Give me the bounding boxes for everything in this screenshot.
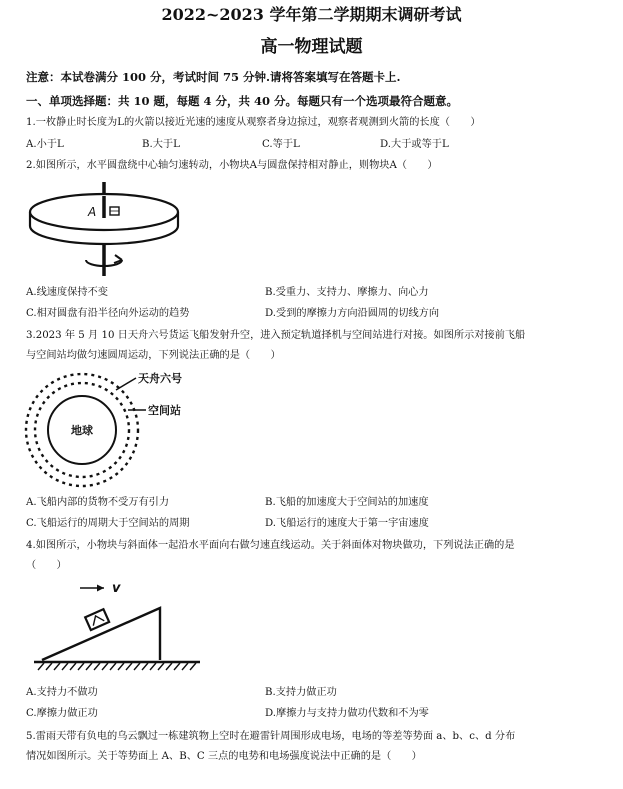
- question-4-stem-line-1: 4.如图所示，小物块与斜面体一起沿水平面向右做匀速直线运动。关于斜面体对物块做功，下列说法正确的是: [26, 540, 515, 551]
- station-label: 空间站: [148, 404, 181, 417]
- incline-figure: [30, 578, 210, 678]
- rotating-disk-figure: [24, 178, 184, 278]
- question-3-option-d: D.飞船运行的速度大于第一宇宙速度: [265, 518, 429, 529]
- question-4-option-a: A.支持力不做功: [26, 687, 98, 698]
- ship-label: 天舟六号: [138, 372, 182, 385]
- question-1-option-c: C.等于L: [262, 139, 300, 150]
- question-3-stem-line-1: 3.2023 年 5 月 10 日天舟六号货运飞船发射升空，进入预定轨道择机与空间站进行对接。如图所示对接前飞船: [26, 330, 526, 341]
- velocity-label: v: [112, 581, 121, 596]
- question-5-stem-line-1: 5.雷雨天带有负电的乌云飘过一栋建筑物上空时在避雷针周围形成电场，电场的等差等势面 a、b、c、d 分布: [26, 731, 516, 742]
- question-3-option-b: B.飞船的加速度大于空间站的加速度: [265, 497, 429, 508]
- question-1-stem: 1.一枚静止时长度为L的火箭以接近光速的速度从观察者身边掠过，观察者观测到火箭的长度（ ）: [26, 117, 481, 128]
- question-1-option-d: D.大于或等于L: [380, 139, 449, 150]
- question-3-option-a: A.飞船内部的货物不受万有引力: [26, 497, 170, 508]
- question-2-option-d: D.受到的摩擦力方向沿圆周的切线方向: [265, 308, 440, 319]
- question-1-option-b: B.大于L: [142, 139, 180, 150]
- question-2-option-b: B.受重力、支持力、摩擦力、向心力: [265, 287, 429, 298]
- section-heading: 一、单项选择题：共 10 题，每题 4 分，共 40 分。每题只有一个选项最符合题意。: [26, 94, 459, 108]
- block-shape: [85, 609, 109, 630]
- earth-label: 地球: [71, 424, 93, 437]
- question-4-option-c: C.摩擦力做正功: [26, 708, 98, 719]
- question-1-option-a: A.小于L: [26, 139, 64, 150]
- ground-hatching: [38, 663, 196, 670]
- question-2-option-c: C.相对圆盘有沿半径向外运动的趋势: [26, 308, 190, 319]
- question-4-stem-line-2: （ ）: [26, 560, 67, 571]
- question-4-option-d: D.摩擦力与支持力做功代数和不为零: [265, 708, 429, 719]
- exam-notice: 注意：本试卷满分 100 分，考试时间 75 分钟.请将答案填写在答题卡上.: [26, 70, 401, 84]
- orbit-figure: [24, 370, 254, 490]
- question-2-option-a: A.线速度保持不变: [26, 287, 108, 298]
- question-2-stem: 2.如图所示，水平圆盘绕中心轴匀速转动，小物块A与圆盘保持相对静止，则物块A（ ）: [26, 160, 438, 171]
- exam-subtitle: 高一物理试题: [260, 37, 363, 57]
- block-a-label: A: [88, 205, 97, 219]
- question-4-option-b: B.支持力做正功: [265, 687, 337, 698]
- question-3-stem-line-2: 与空间站均做匀速圆周运动，下列说法正确的是（ ）: [26, 350, 281, 361]
- question-5-stem-line-2: 情况如图所示。关于等势面上 A、B、C 三点的电势和电场强度说法中正确的是（ ）: [26, 751, 422, 762]
- exam-title: 2022~2023 学年第二学期期末调研考试: [161, 5, 462, 24]
- question-3-option-c: C.飞船运行的周期大于空间站的周期: [26, 518, 190, 529]
